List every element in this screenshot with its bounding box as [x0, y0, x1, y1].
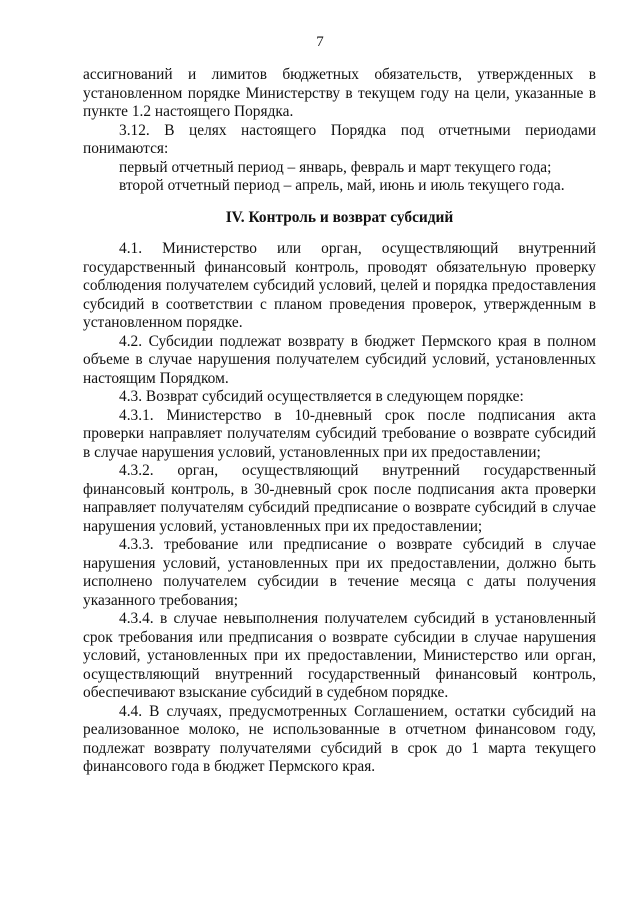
paragraph-period-second: второй отчетный период – апрель, май, июнь и июль текущего года. — [119, 177, 565, 194]
paragraph-4-3-4: 4.3.4. в случае невыполнения получателем субсидий в установленный срок требования или предписания о возврате субсидии в случае нарушения условий, установленных при их предоставлении, Министерство или орган, осуществляющий внутренний государственный финансовый контроль, обеспечивают взыскание субсидий в судебном порядке. — [83, 610, 596, 701]
paragraph-3-12: 3.12. В целях настоящего Порядка под отчетными периодами понимаются: — [83, 121, 596, 157]
paragraph-4-3: 4.3. Возврат субсидий осуществляется в следующем порядке: — [119, 388, 524, 405]
section-heading: IV. Контроль и возврат субсидий — [225, 208, 454, 226]
paragraph-4-3-2: 4.3.2. орган, осуществляющий внутренний государственный финансовый контроль, в 30-дневный срок после подписания акта проверки направляет получателям субсидий предписание о возврате субсидий в случае нарушения условий, установленных при их предоставлении; — [83, 462, 596, 535]
paragraph-4-3-3: 4.3.3. требование или предписание о возврате субсидий в случае нарушения условий, установленных при их предоставлении, должно быть исполнено получателем субсидии в течение месяца с даты получения указанного требования; — [83, 536, 596, 609]
page-number: 7 — [316, 34, 324, 50]
paragraph-period-first: первый отчетный период – январь, февраль и март текущего года; — [119, 158, 552, 176]
paragraph-continuation: ассигнований и лимитов бюджетных обязательств, утвержденных в установленном порядке Министерству в текущем году на цели, указанные в пункте 1.2 настоящего Порядка. — [83, 66, 596, 120]
paragraph-4-1: 4.1. Министерство или орган, осуществляющий внутренний государственный финансовый контроль, проводят обязательную проверку соблюдения получателем субсидий условий, целей и порядка предоставления субсидий в соответствии с планом проведения проверок, утвержденным в установленном порядке. — [83, 240, 596, 331]
paragraph-4-2: 4.2. Субсидии подлежат возврату в бюджет Пермского края в полном объеме в случае нарушения получателем субсидий условий, установленных настоящим Порядком. — [83, 332, 596, 387]
paragraph-4-3-1: 4.3.1. Министерство в 10-дневный срок после подписания акта проверки направляет получателям субсидий требование о возврате субсидий в случае нарушения условий, установленных при их предоставлении; — [83, 406, 596, 461]
paragraph-4-4: 4.4. В случаях, предусмотренных Соглашением, остатки субсидий на реализованное молоко, не использованные в отчетном финансовом году, подлежат возврату получателями субсидий в срок до 1 марта текущего финансового года в бюджет Пермского края. — [83, 702, 596, 775]
document-body — [83, 66, 596, 777]
